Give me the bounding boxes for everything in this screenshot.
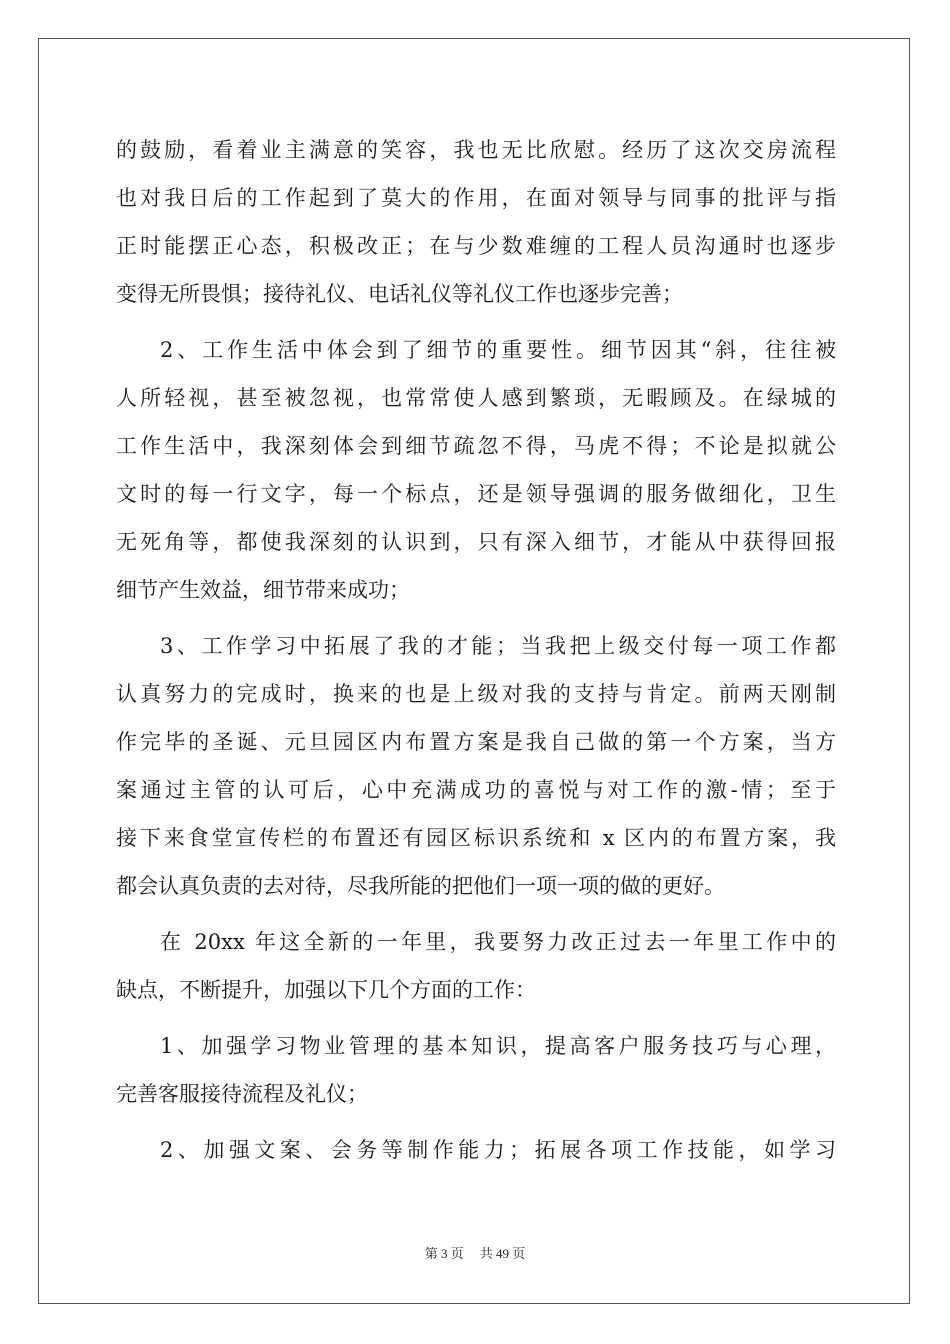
text-line: 工作生活中，我深刻体会到细节疏忽不得，马虎不得；不论是拟就公 bbox=[116, 434, 836, 458]
text-line: 作完毕的圣诞、元旦园区内布置方案是我自己做的第一个方案，当方 bbox=[116, 730, 836, 754]
paragraph-first-line: 在 20xx 年这全新的一年里，我要努力改正过去一年里工作中的 bbox=[160, 930, 836, 954]
page-number: 第 3 页 bbox=[424, 1246, 464, 1261]
paragraph-first-line: 2、工作生活中体会到了细节的重要性。细节因其“斜，往往被 bbox=[160, 338, 836, 362]
paragraph-first-line: 3、工作学习中拓展了我的才能；当我把上级交付每一项工作都 bbox=[160, 634, 836, 658]
text-line: 细节产生效益，细节带来成功； bbox=[116, 578, 410, 602]
page-footer bbox=[0, 1244, 950, 1264]
text-line: 都会认真负责的去对待，尽我所能的把他们一项一项的做的更好。 bbox=[116, 874, 725, 898]
text-line: 变得无所畏惧；接待礼仪、电话礼仪等礼仪工作也逐步完善； bbox=[116, 282, 683, 306]
text-line: 完善客服接待流程及礼仪； bbox=[116, 1082, 368, 1106]
paragraph-first-line: 2、加强文案、会务等制作能力；拓展各项工作技能，如学习 bbox=[160, 1138, 836, 1162]
text-line: 正时能摆正心态，积极改正；在与少数难缠的工程人员沟通时也逐步 bbox=[116, 234, 836, 258]
text-line: 无死角等，都使我深刻的认识到，只有深入细节，才能从中获得回报 bbox=[116, 530, 836, 554]
text-line: 文时的每一行文字，每一个标点，还是领导强调的服务做细化，卫生 bbox=[116, 482, 836, 506]
page-total: 共 49 页 bbox=[479, 1246, 526, 1261]
text-line: 也对我日后的工作起到了莫大的作用，在面对领导与同事的批评与指 bbox=[116, 186, 836, 210]
paragraph-first-line: 1、加强学习物业管理的基本知识，提高客户服务技巧与心理， bbox=[160, 1034, 836, 1058]
text-line: 缺点，不断提升，加强以下几个方面的工作： bbox=[116, 978, 536, 1002]
text-line: 接下来食堂宣传栏的布置还有园区标识系统和 x 区内的布置方案，我 bbox=[116, 826, 836, 850]
text-line: 案通过主管的认可后，心中充满成功的喜悦与对工作的激-情；至于 bbox=[116, 778, 836, 802]
text-line: 认真努力的完成时，换来的也是上级对我的支持与肯定。前两天刚制 bbox=[116, 682, 836, 706]
text-line: 的鼓励，看着业主满意的笑容，我也无比欣慰。经历了这次交房流程 bbox=[116, 138, 836, 162]
text-line: 人所轻视，甚至被忽视，也常常使人感到繁琐，无暇顾及。在绿城的 bbox=[116, 386, 836, 410]
